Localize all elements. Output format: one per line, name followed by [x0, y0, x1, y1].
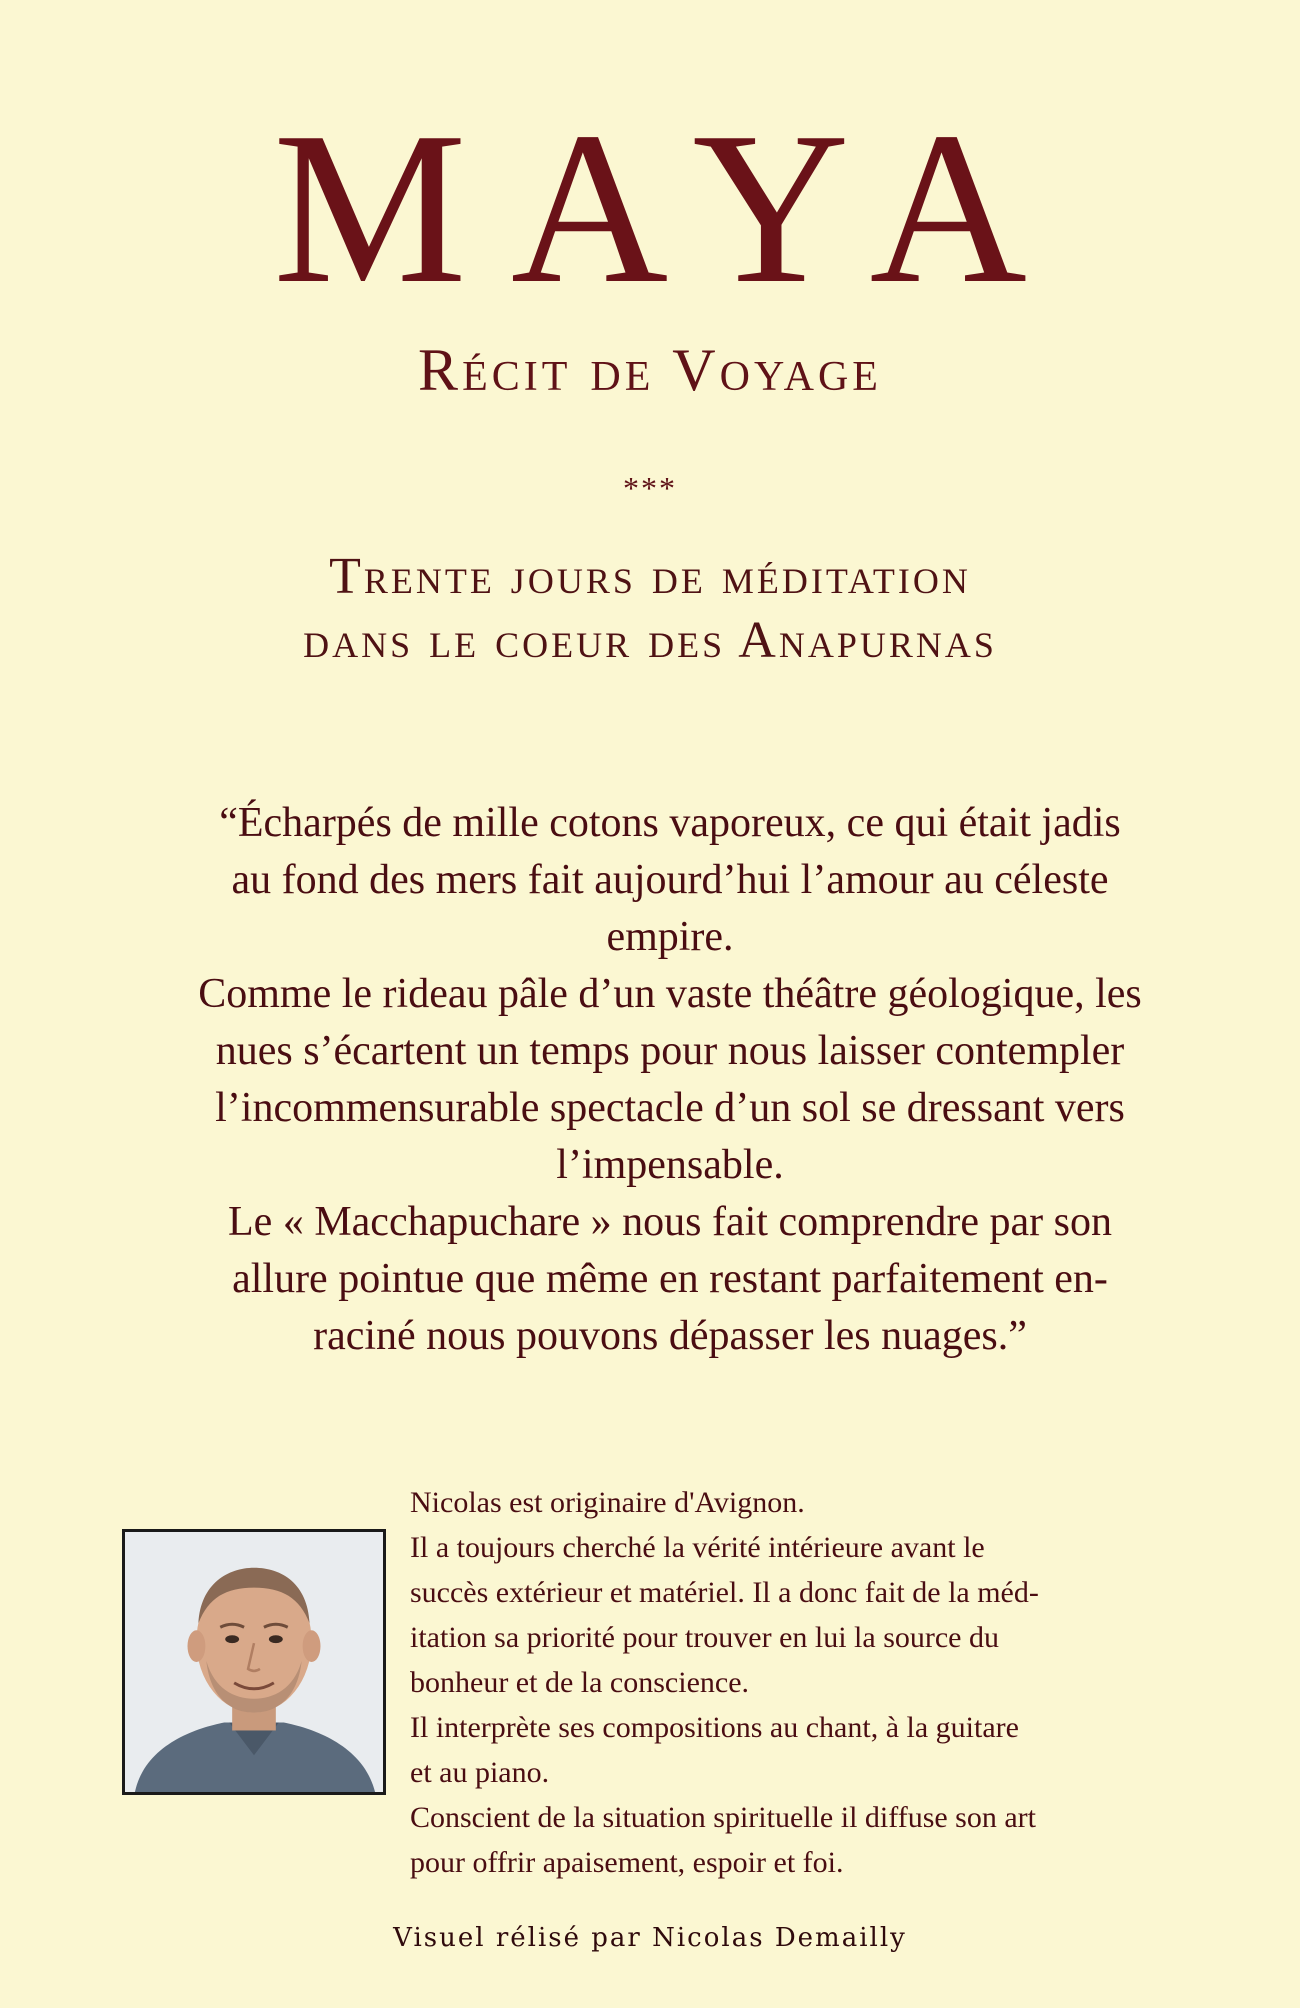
tagline — [0, 545, 1300, 673]
book-subtitle: Récit de Voyage — [418, 337, 882, 403]
tagline-line-1: Trente jours de méditation — [329, 548, 971, 605]
author-portrait-icon — [125, 1532, 383, 1792]
quote-line: “Écharpés de mille cotons vaporeux, ce qui était jadis — [219, 800, 1121, 846]
quote-line: au fond des mers fait aujourd’hui l’amour au céleste — [231, 857, 1109, 903]
bio-line: pour offrir apaisement, espoir et foi. — [410, 1846, 844, 1879]
bio-line: Conscient de la situation spirituelle il diffuse son art — [410, 1801, 1037, 1834]
quote-line: l’impensable. — [556, 1142, 784, 1188]
quote-line: l’incommensurable spectacle d’un sol se dressant vers — [215, 1085, 1125, 1131]
tagline-line-2: dans le coeur des Anapurnas — [303, 612, 997, 669]
bio-line: Nicolas est originaire d'Avignon. — [410, 1486, 805, 1519]
bio-line: et au piano. — [410, 1756, 550, 1789]
bio-line: Il a toujours cherché la vérité intérieure avant le — [410, 1531, 985, 1564]
quote-line: Comme le rideau pâle d’un vaste théâtre géologique, les — [198, 971, 1142, 1017]
quote-line: allure pointue que même en restant parfaitement en- — [232, 1256, 1108, 1302]
bio-line: bonheur et de la conscience. — [410, 1666, 750, 1699]
quote-line: raciné nous pouvons dépasser les nuages.” — [313, 1313, 1027, 1359]
quote-line: empire. — [606, 914, 734, 960]
excerpt-quote — [95, 795, 1245, 1365]
author-photo — [122, 1529, 386, 1795]
separator: *** — [623, 470, 677, 506]
quote-line: nues s’écartent un temps pour nous laisser contempler — [215, 1028, 1125, 1074]
bio-line: Il interprète ses compositions au chant, à la guitare — [410, 1711, 1019, 1744]
book-title: MAYA — [273, 88, 1071, 329]
bio-line: itation sa priorité pour trouver en lui la source du — [410, 1621, 999, 1654]
visual-credit: Visuel rélisé par Nicolas Demailly — [393, 1923, 907, 1953]
author-bio — [410, 1480, 1270, 1885]
bio-line: succès extérieur et matériel. Il a donc fait de la méd- — [410, 1576, 1039, 1609]
quote-line: Le « Macchapuchare » nous fait comprendre par son — [228, 1199, 1112, 1245]
